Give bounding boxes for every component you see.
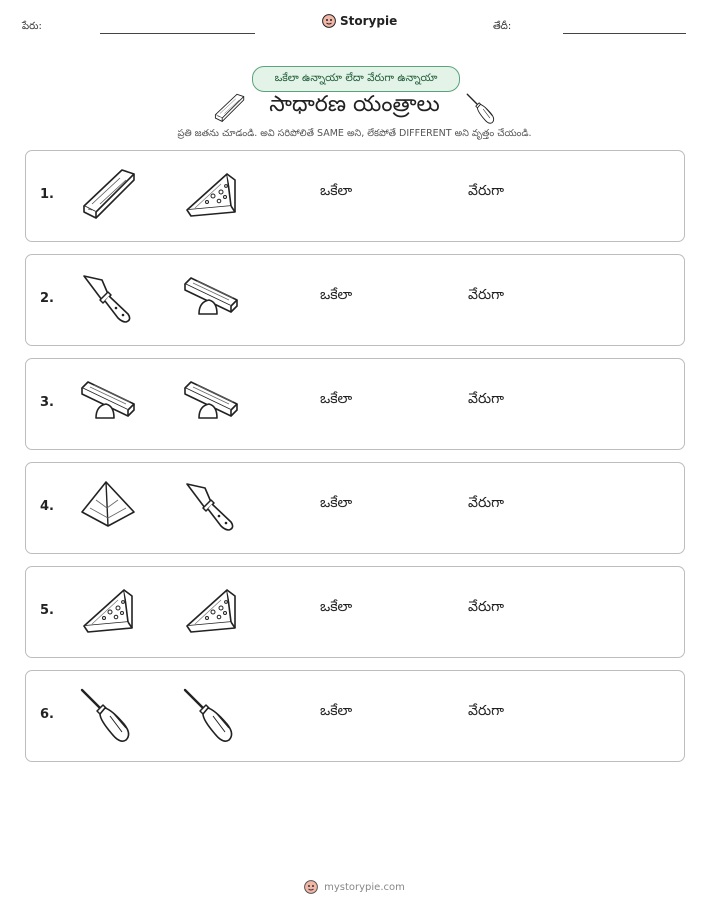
- wedge-icon: [181, 582, 241, 642]
- different-option[interactable]: వేరుగా: [468, 391, 504, 407]
- different-option[interactable]: వేరుగా: [468, 599, 504, 615]
- different-option[interactable]: వేరుగా: [468, 287, 504, 303]
- wedge-icon: [181, 166, 241, 226]
- plank-icon: [78, 166, 138, 226]
- same-option[interactable]: ఒకేలా: [320, 183, 353, 199]
- lever-icon: [181, 374, 241, 434]
- knife-icon: [78, 270, 138, 330]
- question-row: [25, 670, 685, 762]
- same-option[interactable]: ఒకేలా: [320, 703, 353, 719]
- instructions: ప్రతి జతను చూడండి. అవి సరిపోలితే SAME అని, లేకపోతే DIFFERENT అని వృత్తం చేయండి.: [177, 128, 532, 139]
- subtitle-text: ఒకేలా ఉన్నాయా లేదా వేరుగా ఉన్నాయా: [274, 71, 438, 84]
- same-option[interactable]: ఒకేలా: [320, 495, 353, 511]
- screwdriver-icon: [181, 686, 241, 746]
- date-line[interactable]: [563, 33, 686, 34]
- date-label: తేదీ:: [493, 21, 512, 32]
- lever-icon: [181, 270, 241, 330]
- brand-logo: [322, 14, 397, 28]
- wedge-icon: [78, 582, 138, 642]
- screwdriver-icon: [465, 92, 499, 126]
- name-line[interactable]: [100, 33, 255, 34]
- pyramid-icon: [78, 478, 138, 538]
- screwdriver-icon: [78, 686, 138, 746]
- brand-name: Storypie: [340, 14, 398, 28]
- storypie-mascot-icon: [322, 14, 336, 28]
- question-row: [25, 150, 685, 242]
- name-label: పేరు:: [22, 21, 42, 32]
- same-option[interactable]: ఒకేలా: [320, 599, 353, 615]
- question-row: [25, 462, 685, 554]
- question-row: [25, 358, 685, 450]
- question-row: [25, 566, 685, 658]
- question-number: 4.: [40, 499, 54, 514]
- footer-site[interactable]: mystorypie.com: [324, 881, 405, 893]
- footer: [0, 880, 709, 894]
- question-number: 6.: [40, 707, 54, 722]
- same-option[interactable]: ఒకేలా: [320, 287, 353, 303]
- page-title: సాధారణ యంత్రాలు: [269, 92, 440, 117]
- question-row: [25, 254, 685, 346]
- same-option[interactable]: ఒకేలా: [320, 391, 353, 407]
- lever-icon: [78, 374, 138, 434]
- title-row: [0, 88, 709, 128]
- different-option[interactable]: వేరుగా: [468, 703, 504, 719]
- question-number: 2.: [40, 291, 54, 306]
- storypie-mascot-icon: [304, 880, 318, 894]
- different-option[interactable]: వేరుగా: [468, 183, 504, 199]
- question-number: 3.: [40, 395, 54, 410]
- knife-icon: [181, 478, 241, 538]
- question-number: 5.: [40, 603, 54, 618]
- question-number: 1.: [40, 187, 54, 202]
- different-option[interactable]: వేరుగా: [468, 495, 504, 511]
